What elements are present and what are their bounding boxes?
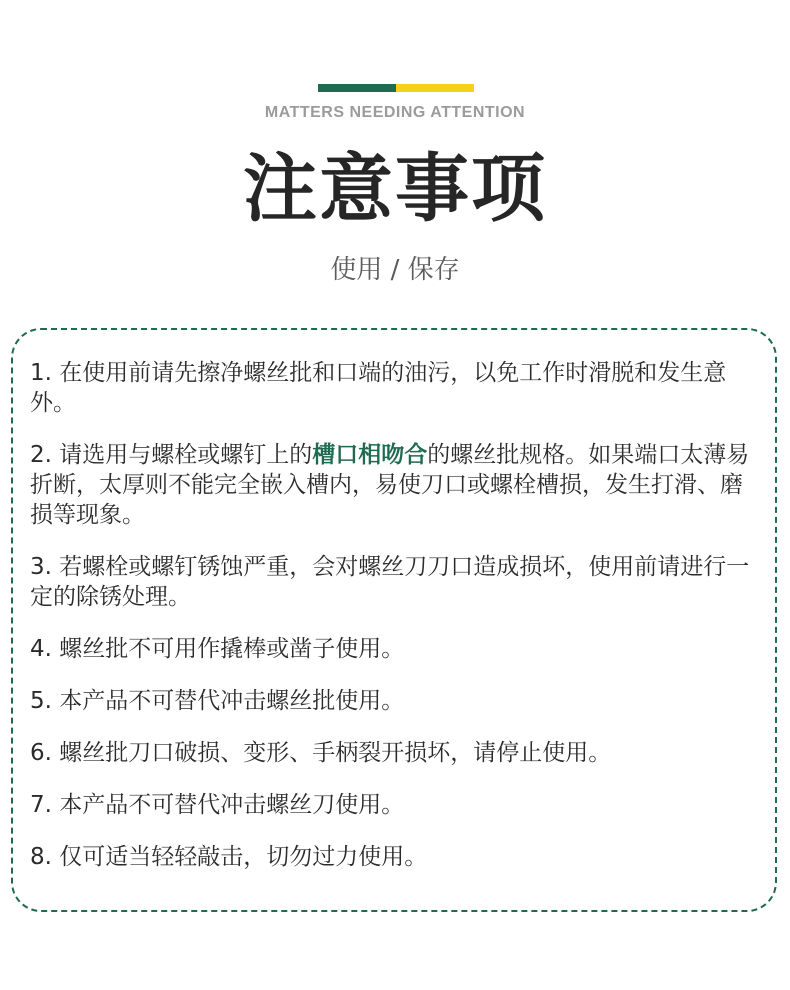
- page-subheading: 使用 / 保存: [330, 255, 460, 285]
- notice-item-2: [30, 440, 764, 530]
- notice-item-2-highlight: 槽口相吻合: [312, 442, 428, 468]
- notice-item-8: 8. 仅可适当轻轻敲击，切勿过力使用。: [30, 844, 428, 870]
- notice-item-6: 6. 螺丝批刀口破损、变形、手柄裂开损坏，请停止使用。: [30, 740, 612, 766]
- accent-bar: [318, 84, 474, 92]
- notice-item-3: 3. 若螺栓或螺钉锈蚀严重，会对螺丝刀刀口造成损坏，使用前请进行一定的除锈处理。: [30, 554, 750, 610]
- notice-item-7: 7. 本产品不可替代冲击螺丝刀使用。: [30, 792, 405, 818]
- notice-item-2-post: 的螺丝批规格。如果端口太薄易折断，太厚则不能完全嵌入槽内，易使刀口或螺栓槽损，发生打滑、磨损等现象。: [30, 442, 750, 528]
- notice-list: [30, 358, 764, 894]
- notice-item-1: 1. 在使用前请先擦净螺丝批和口端的油污，以免工作时滑脱和发生意外。: [30, 360, 727, 416]
- notice-item-4: 4. 螺丝批不可用作撬棒或凿子使用。: [30, 636, 405, 662]
- notice-item-2-pre: 2. 请选用与螺栓或螺钉上的: [30, 442, 313, 468]
- accent-bar-green-segment: [318, 84, 396, 92]
- accent-bar-yellow-segment: [396, 84, 474, 92]
- page-title: 注意事项: [243, 146, 547, 232]
- english-subtitle: MATTERS NEEDING ATTENTION: [264, 104, 526, 121]
- notice-item-5: 5. 本产品不可替代冲击螺丝批使用。: [30, 688, 405, 714]
